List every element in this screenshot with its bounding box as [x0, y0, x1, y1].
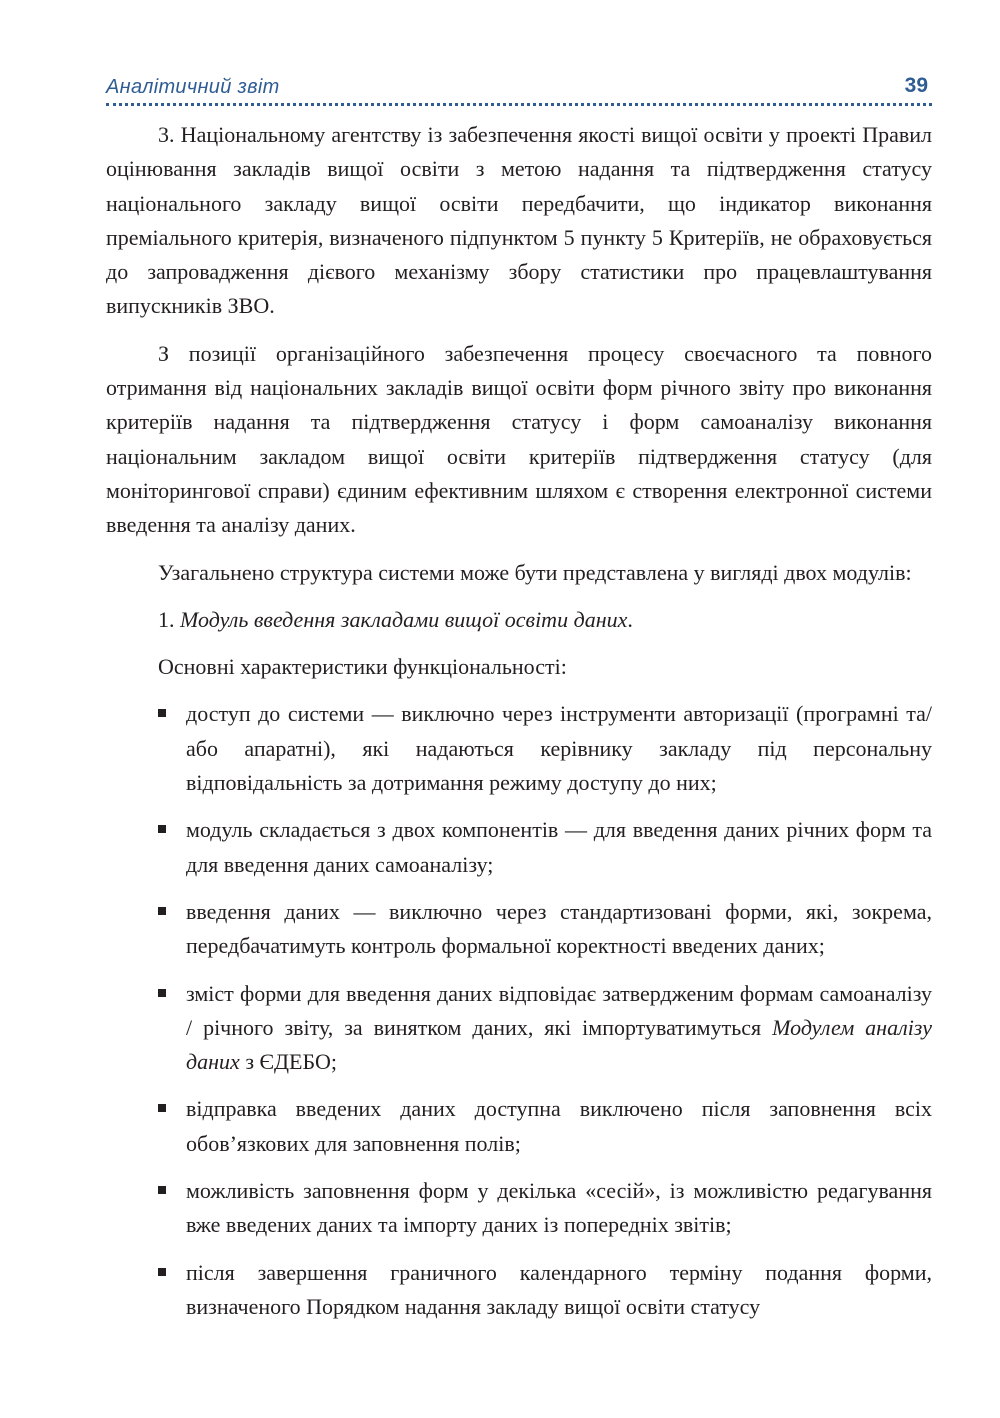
paragraph-recommendation-3: 3. Національному агентству із забезпечення якості вищої освіти у проекті Правил оцінювання закладів вищої освіти з метою надання та підтвердження статусу національного закладу вищої освіти передбачити, що індикатор виконання преміального критерія, визначеного підпунктом 5 пункту 5 Критеріїв, не обраховується до запровадження дієвого механізму збору статистики про працевлаштування випускників ЗВО.: [106, 122, 932, 319]
paragraph-system-structure: Узагальнено структура системи може бути представлена у вигляді двох модулів:: [158, 559, 912, 585]
list-item-italic-text: Модулем аналізу даних: [186, 1014, 932, 1075]
bullet-square-icon: [158, 1186, 166, 1194]
bullet-square-icon: [158, 825, 166, 833]
list-item-text: введення даних — виключно через стандартизовані форми, які, зокрема, передбачатимуть контроль формальної коректності введених даних;: [186, 898, 932, 959]
bullet-square-icon: [158, 1104, 166, 1112]
running-title: Аналітичний звіт: [106, 76, 280, 98]
bullet-square-icon: [158, 1268, 166, 1276]
list-item-text: доступ до системи — виключно через інструменти авторизації (програмні та/або апаратні), які надаються керівнику закладу під персональну відповідальність за дотримання режиму доступу до них;: [186, 701, 932, 796]
list-item: [106, 895, 932, 964]
list-item-text-end: з ЄДЕБО;: [239, 1049, 337, 1075]
list-item: [106, 1092, 932, 1161]
header-dotted-rule: [106, 103, 932, 106]
list-item-text: відправка введених даних доступна виключено після заповнення всіх обов’язкових для заповнення полів;: [186, 1096, 932, 1156]
list-item: [106, 813, 932, 882]
list-item-text: зміст форми для введення даних відповідає затвердженим формам самоаналізу / річного звіту, за винятком даних, які імпортуватимуться: [186, 980, 932, 1040]
page-body: [106, 118, 932, 1337]
features-list: [106, 697, 932, 1324]
module-number: 1.: [158, 606, 180, 632]
module-heading-end: .: [627, 606, 633, 632]
bullet-square-icon: [158, 709, 166, 717]
list-item-text: можливість заповнення форм у декілька «сесій», із можливістю редагування вже введених даних та імпорту даних із попередніх звітів;: [186, 1178, 932, 1238]
list-item: [106, 1256, 932, 1325]
page-number: 39: [904, 74, 928, 97]
module-title: Модуль введення закладами вищої освіти даних: [180, 606, 628, 632]
bullet-square-icon: [158, 989, 166, 997]
paragraph-organizational-support: З позиції організаційного забезпечення процесу своєчасного та повного отримання від національних закладів вищої освіти форм річного звіту про виконання критеріїв надання та підтвердження статусу і форм самоаналізу виконання національним закладом вищої освіти критеріїв підтвердження статусу (для моніторингової справи) єдиним ефективним шляхом є створення електронної системи введення та аналізу даних.: [106, 340, 932, 538]
module-heading: [106, 603, 932, 637]
features-heading: Основні характеристики функціональності:: [158, 654, 567, 680]
page-header: [106, 76, 932, 106]
bullet-square-icon: [158, 907, 166, 915]
list-item: [106, 977, 932, 1080]
list-item: [106, 1174, 932, 1243]
list-item-text: після завершення граничного календарного терміну подання форми, визначеного Порядком надання закладу вищої освіти статусу: [186, 1259, 932, 1319]
list-item: [106, 697, 932, 800]
list-item-text: модуль складається з двох компонентів — для введення даних річних форм та для введення даних самоаналізу;: [186, 817, 932, 877]
